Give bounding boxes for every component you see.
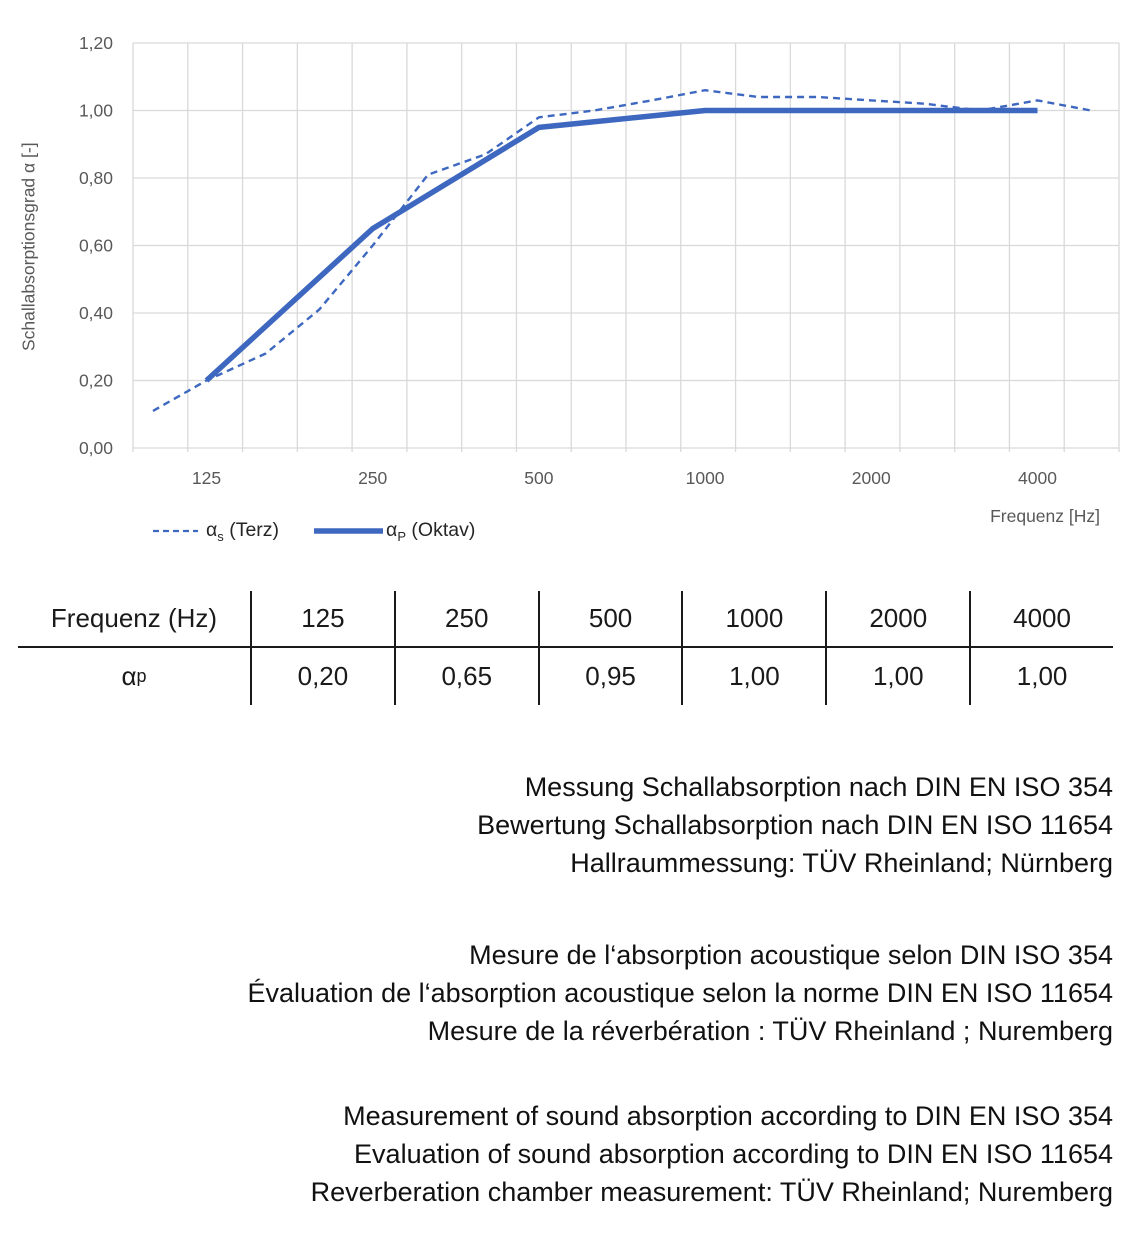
note-german-line1: Messung Schallabsorption nach DIN EN ISO 354 — [524, 772, 1113, 802]
solid-line-sample-icon — [313, 527, 384, 535]
table-header-frequency: Frequenz (Hz) — [18, 591, 250, 648]
table-header-500: 500 — [538, 591, 682, 648]
table-value-250: 0,65 — [394, 648, 538, 705]
table-value-1000: 1,00 — [681, 648, 825, 705]
note-french — [0, 936, 1113, 1050]
dashed-line-sample-icon — [152, 527, 199, 535]
note-french-line3: Mesure de la réverbération : TÜV Rheinland ; Nuremberg — [427, 1016, 1113, 1046]
table-value-4000: 1,00 — [969, 648, 1113, 705]
table-header-1000: 1000 — [681, 591, 825, 648]
table-header-2000: 2000 — [825, 591, 969, 648]
table-value-500: 0,95 — [538, 648, 682, 705]
x-tick-label: 125 — [191, 468, 222, 488]
note-english-line3: Reverberation chamber measurement: TÜV Rheinland; Nuremberg — [310, 1177, 1113, 1207]
series-terz-line — [153, 90, 1091, 411]
legend-label-oktav: $\alpha_P$ (Oktav) — [386, 518, 476, 544]
note-german — [0, 768, 1113, 882]
x-tick-label: 500 — [524, 468, 554, 488]
y-tick-label: 0,00 — [78, 438, 113, 458]
y-tick-label: 0,40 — [78, 303, 113, 323]
note-german-line3: Hallraummessung: TÜV Rheinland; Nürnberg — [570, 848, 1113, 878]
table-row-label-alpha-p: α p — [121, 661, 147, 691]
table-value-2000: 1,00 — [825, 648, 969, 705]
table-value-125: 0,20 — [250, 648, 394, 705]
y-axis-title: Schallabsorptionsgrad α [-] — [18, 142, 39, 352]
x-tick-label: 4000 — [1018, 468, 1057, 488]
note-french-line2: Évaluation de l‘absorption acoustique selon la norme DIN EN ISO 11654 — [247, 978, 1113, 1008]
chart-legend — [152, 516, 475, 546]
y-tick-label: 0,80 — [78, 168, 113, 188]
absorption-table — [18, 591, 1113, 705]
y-tick-label: 1,20 — [78, 33, 113, 53]
y-tick-label: 0,60 — [78, 235, 113, 256]
table-header-250: 250 — [394, 591, 538, 648]
table-header-4000: 4000 — [969, 591, 1113, 648]
table-header-125: 125 — [250, 591, 394, 648]
y-tick-label: 0,20 — [78, 370, 113, 391]
note-english — [0, 1097, 1113, 1211]
x-tick-label: 250 — [358, 468, 388, 488]
note-german-line2: Bewertung Schallabsorption nach DIN EN ISO 11654 — [477, 810, 1113, 840]
x-axis-title: Frequenz [Hz] — [990, 506, 1100, 526]
x-tick-label: 1000 — [685, 468, 725, 488]
legend-item-oktav — [313, 519, 475, 544]
legend-item-terz — [152, 519, 279, 544]
note-english-line2: Evaluation of sound absorption according to DIN EN ISO 11654 — [354, 1139, 1113, 1169]
x-tick-label: 2000 — [851, 468, 891, 488]
legend-label-terz: $\alpha_s$ (Terz) — [206, 518, 280, 544]
note-french-line1: Mesure de l‘absorption acoustique selon DIN ISO 354 — [469, 940, 1113, 970]
absorption-chart — [0, 0, 1135, 560]
y-tick-label: 1,00 — [78, 100, 113, 121]
note-english-line1: Measurement of sound absorption according to DIN EN ISO 354 — [343, 1101, 1113, 1131]
chart-plot-area — [0, 0, 1135, 500]
